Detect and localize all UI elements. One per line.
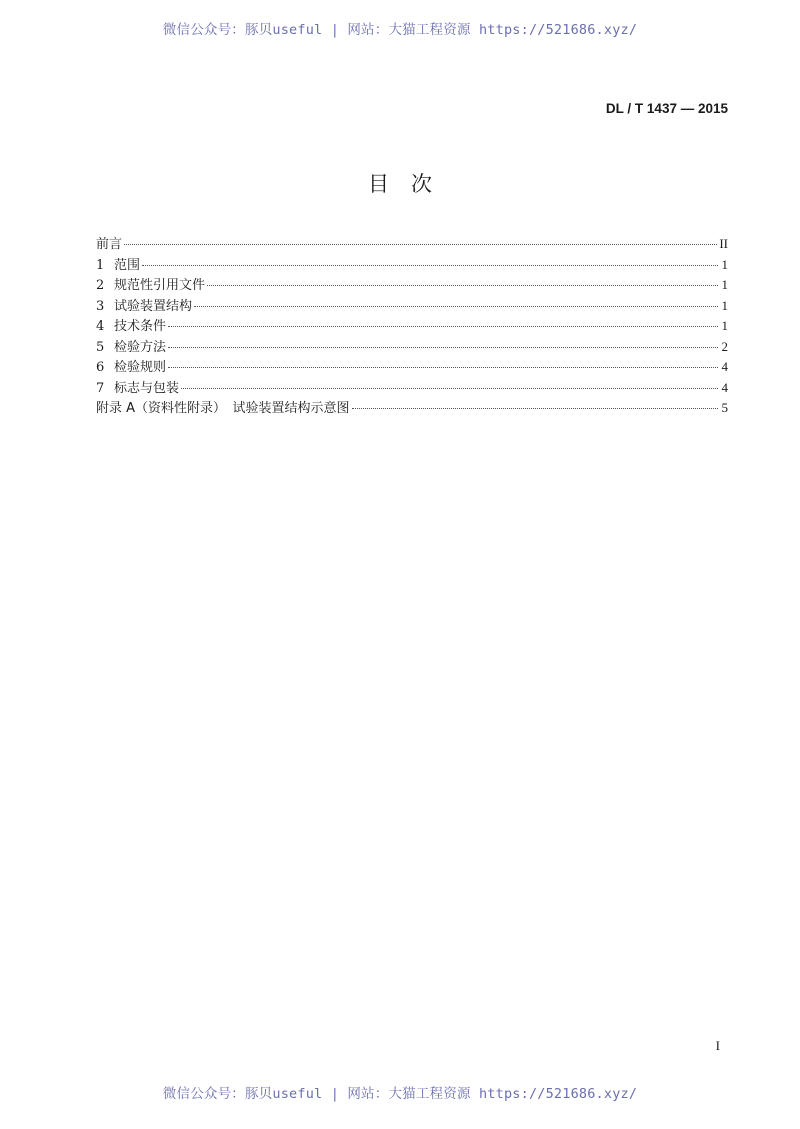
toc-entry-label: 前言: [96, 237, 123, 252]
toc-entry-technical-conditions[interactable]: [96, 315, 728, 336]
toc-entry-page: 1: [721, 297, 728, 313]
toc-leader-dots: [352, 408, 718, 409]
toc-entry-appendix-a[interactable]: [96, 397, 728, 418]
toc-entry-label: 范围: [114, 257, 141, 273]
toc-entry-page: II: [719, 236, 728, 251]
watermark-bottom: 微信公众号：豚贝useful | 网站：大猫工程资源 https://521686.xyz/: [162, 1086, 638, 1102]
toc-entry-inspection-methods[interactable]: [96, 336, 728, 357]
toc-entry-inspection-rules[interactable]: [96, 356, 728, 377]
toc-leader-dots: [181, 388, 718, 389]
toc-entry-number: 7: [96, 380, 105, 396]
toc-entry-foreword[interactable]: [96, 233, 728, 254]
toc-entry-number: 4: [96, 319, 105, 334]
toc-entry-page: 4: [721, 379, 728, 395]
toc-entry-page: 1: [721, 277, 728, 292]
toc-entry-label: 检验规则: [114, 360, 167, 375]
toc-leader-dots: [168, 326, 718, 327]
toc-leader-dots: [168, 347, 718, 348]
toc-entry-page: 4: [721, 359, 728, 374]
toc-entry-number: 5: [96, 339, 105, 355]
toc-entry-label: 标志与包装: [114, 380, 180, 396]
toc-entry-number: 3: [96, 298, 105, 314]
toc-entry-label: 附录 A（资料性附录） 试验装置结构示意图: [96, 401, 350, 416]
toc-entry-marking-packaging[interactable]: [96, 377, 728, 398]
toc-title: 目次: [368, 172, 454, 196]
toc-entry-page: 2: [721, 338, 728, 354]
page-number: I: [715, 1038, 720, 1053]
table-of-contents: [96, 233, 728, 418]
toc-leader-dots: [124, 244, 717, 245]
toc-entry-label: 检验方法: [114, 339, 167, 355]
toc-leader-dots: [207, 285, 718, 286]
toc-entry-normative-references[interactable]: [96, 274, 728, 295]
toc-entry-label: 规范性引用文件: [114, 278, 206, 293]
toc-entry-scope[interactable]: [96, 254, 728, 275]
toc-entry-number: 2: [96, 278, 105, 293]
standard-code: DL / T 1437 — 2015: [605, 101, 728, 116]
toc-entry-number: 1: [96, 257, 105, 273]
toc-entry-label: 试验装置结构: [114, 298, 193, 314]
toc-entry-device-structure[interactable]: [96, 295, 728, 316]
toc-entry-page: 1: [721, 256, 728, 272]
toc-entry-label: 技术条件: [114, 319, 167, 334]
toc-leader-dots: [168, 367, 718, 368]
toc-entry-page: 1: [721, 318, 728, 333]
watermark-top: 微信公众号：豚贝useful | 网站：大猫工程资源 https://521686.xyz/: [162, 22, 638, 38]
toc-entry-number: 6: [96, 360, 105, 375]
toc-entry-page: 5: [721, 400, 728, 415]
toc-leader-dots: [142, 265, 718, 266]
toc-leader-dots: [194, 306, 718, 307]
